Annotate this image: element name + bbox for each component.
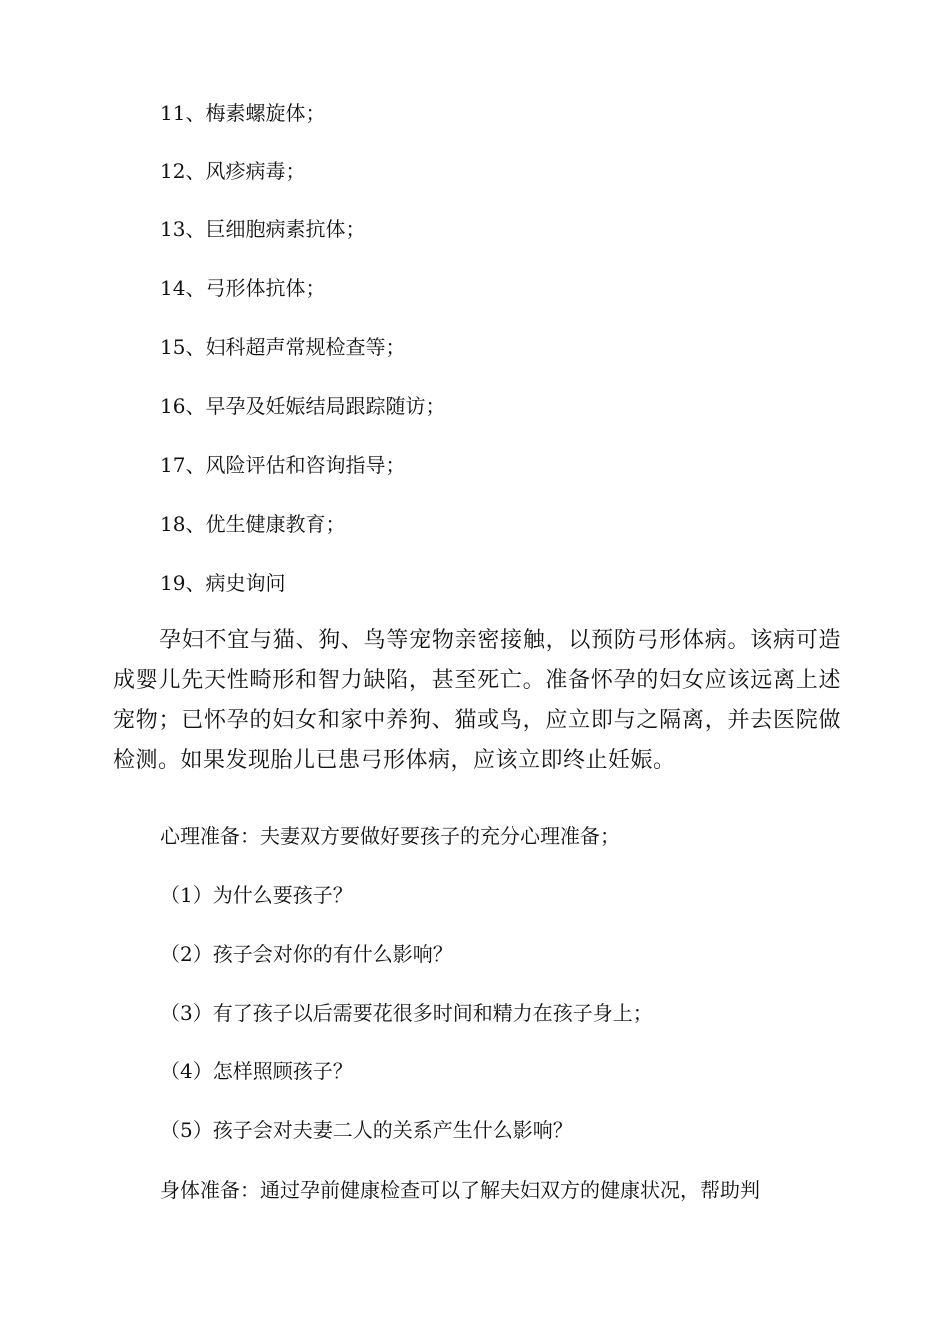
list-item: 18、优生健康教育；	[160, 512, 346, 536]
psych-heading: 心理准备：夫妻双方要做好要孩子的充分心理准备；	[160, 824, 620, 848]
list-item: 15、妇科超声常规检查等；	[160, 335, 406, 359]
psych-item: （1）为什么要孩子？	[160, 883, 353, 907]
list-item: 17、风险评估和咨询指导；	[160, 453, 406, 477]
list-item: 12、风疹病毒；	[160, 159, 306, 183]
list-item: 19、病史询问	[160, 571, 286, 595]
list-item: 11、梅素螺旋体；	[160, 101, 326, 125]
paragraph-pets: 孕妇不宜与猫、狗、鸟等宠物亲密接触，以预防弓形体病。该病可造成婴儿先天性畸形和智力缺陷，甚至死亡。准备怀孕的妇女应该远离上述宠物；已怀孕的妇女和家中养狗、猫或鸟，应立即与之隔离，并去医院做检测。如果发现胎儿已患弓形体病，应该立即终止妊娠。	[113, 628, 841, 773]
psych-item: （2）孩子会对你的有什么影响？	[160, 942, 453, 966]
psych-item: （5）孩子会对夫妻二人的关系产生什么影响？	[160, 1118, 573, 1142]
list-item: 16、早孕及妊娠结局跟踪随访；	[160, 394, 446, 418]
body-heading: 身体准备：通过孕前健康检查可以了解夫妇双方的健康状况，帮助判	[160, 1178, 760, 1202]
list-item: 13、巨细胞病素抗体；	[160, 217, 366, 241]
psych-item: （3）有了孩子以后需要花很多时间和精力在孩子身上；	[160, 1001, 653, 1025]
psych-item: （4）怎样照顾孩子？	[160, 1059, 353, 1083]
list-item: 14、弓形体抗体；	[160, 276, 326, 300]
